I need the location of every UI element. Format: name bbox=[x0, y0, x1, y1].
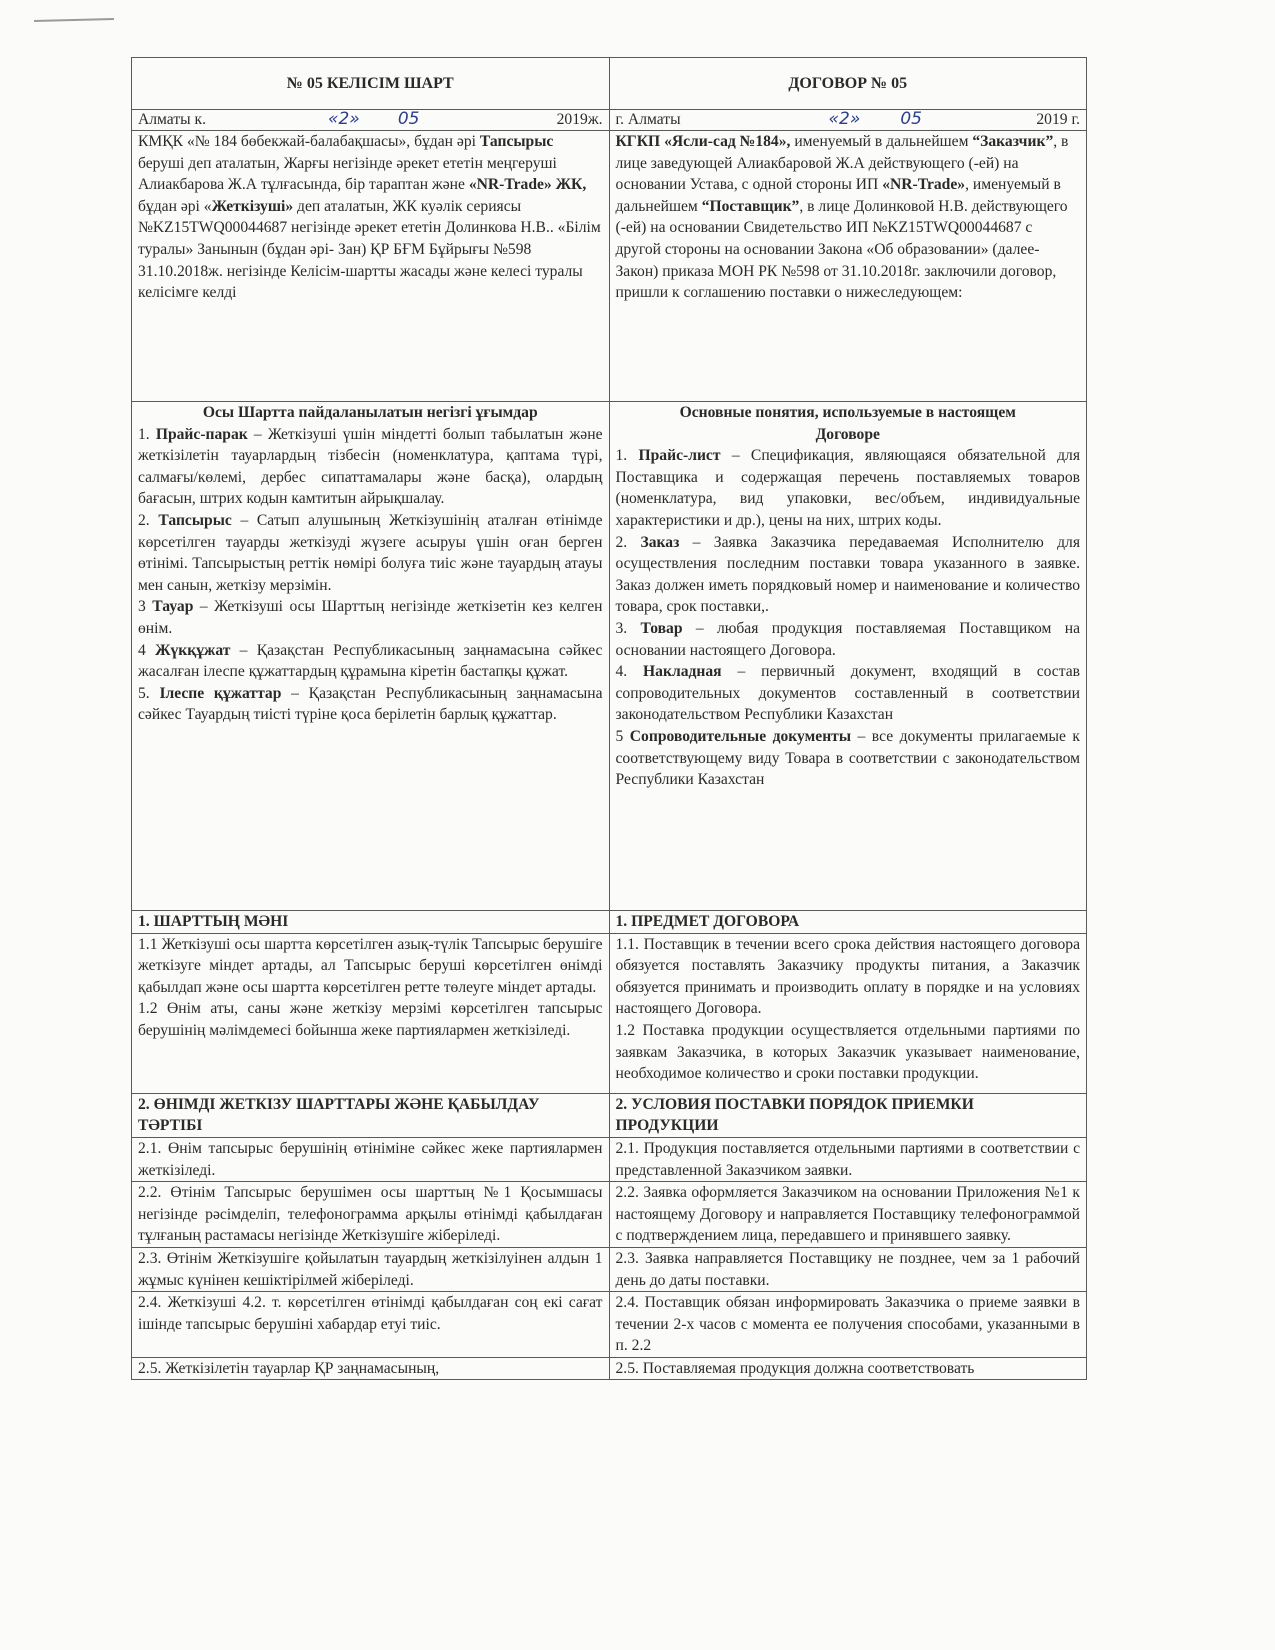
preamble-kz: КМҚК «№ 184 бөбекжай-балабақшасы», бұдан әрі Тапсырыс беруші деп аталатын, Жарғы негізінде әрекет ететін меңгеруші Алиакбарова Ж.А тұлғасында, бір тараптан және «NR-Trade» ЖК, бұдан әрі «Жеткізуші» деп аталатын, ЖК куәлік сериясы №KZ15TWQ00044687 негізінде әрекет ететін Долинкова Н.В.. «Білім туралы» Занынын (бұдан әрі- Зан) ҚР БҒМ Бұйрығы №598 31.10.2018ж. негізінде Келісім-шартты жасады және келесі туралы келісімге келді bbox=[132, 131, 610, 402]
definition-number: 4 bbox=[138, 641, 156, 659]
definition-text: – все документы прилагаемые к соответствующему виду Товара в соответствии с законодательством Республики Казахстан bbox=[615, 727, 1080, 789]
clause-2-1-kz: 2.1. Өнім тапсырыс берушінің өтініміне сәйкес жеке партиялармен жеткізіледі. bbox=[132, 1137, 610, 1181]
definition-term: Заказ bbox=[640, 533, 680, 551]
definition-item bbox=[616, 445, 1081, 531]
day-handwritten-kz: «2» bbox=[328, 109, 360, 129]
clause-2-4-ru: 2.4. Поставщик обязан информировать Заказчика о приеме заявки в течении 2-х часов с момента ее получения способами, указанными в п. 2.2 bbox=[609, 1292, 1087, 1358]
definition-term: Сопроводительные документы bbox=[629, 727, 852, 745]
definition-text: – любая продукция поставляемая Поставщиком на основании настоящего Договора. bbox=[615, 619, 1081, 659]
definition-term: Ілеспе құжаттар bbox=[159, 684, 282, 702]
city-kz: Алматы к. bbox=[138, 111, 206, 128]
clause-2-5-row bbox=[132, 1357, 1087, 1380]
city-date-ru bbox=[609, 110, 1087, 131]
section2-title-row bbox=[132, 1093, 1087, 1137]
day-handwritten-ru: «2» bbox=[828, 109, 861, 129]
definition-number: 4. bbox=[615, 663, 644, 681]
contract-table bbox=[131, 57, 1087, 1380]
year-kz: 2019ж. bbox=[556, 111, 603, 128]
definition-text: – Қазақстан Республикасының заңнамасына сәйкес Тауардың тиісті түріне қоса берілетін барлық құжаттар. bbox=[138, 684, 603, 724]
section1-title-ru: 1. ПРЕДМЕТ ДОГОВОРА bbox=[609, 911, 1087, 934]
clause-2-1-ru: 2.1. Продукция поставляется отдельными партиями в соответствии с представленной Заказчиком заявки. bbox=[609, 1137, 1087, 1181]
section1-body-ru bbox=[609, 933, 1087, 1093]
header-kz: № 05 КЕЛІСІМ ШАРТ bbox=[132, 58, 610, 110]
definition-number: 2. bbox=[615, 533, 641, 551]
preamble-row bbox=[132, 131, 1087, 402]
definition-item bbox=[138, 596, 603, 639]
definition-number: 1. bbox=[138, 425, 156, 443]
scan-mark bbox=[34, 18, 114, 22]
definition-text: – Жеткізуші үшін міндетті болып табылатын және жеткізілетін тауарлардың тізбесін (номенклатура, қаптама түрі, салмағы/көлемі, дербес сипаттамалары және басқа), олардың бағасын, штрих кодын камтитын айрықшалау. bbox=[138, 425, 603, 508]
definition-term: Прайс-лист bbox=[638, 447, 721, 465]
clause-1-2-ru: 1.2 Поставка продукции осуществляется отдельными партиями по заявкам Заказчика, в которых Заказчик указывает наименование, необходимое количество и сроки поставки продукции. bbox=[615, 1021, 1080, 1083]
clause-2-3-ru: 2.3. Заявка направляется Поставщику не позднее, чем за 1 рабочий день до даты поставки. bbox=[609, 1247, 1087, 1291]
month-handwritten-kz: 05 bbox=[397, 109, 420, 129]
definition-text: – Қазақстан Республикасының заңнамасына сәйкес жасалған ілеспе құжаттардың құрамына кіретін бастапқы құжат. bbox=[138, 641, 603, 681]
definition-term: Накладная bbox=[643, 663, 722, 681]
month-handwritten-ru: 05 bbox=[900, 109, 922, 129]
definition-text: – Жеткізуші осы Шарттың негізінде жеткізетін кез келген өнім. bbox=[138, 598, 603, 637]
definition-term: Тапсырыс bbox=[158, 511, 232, 529]
clause-2-4-row bbox=[132, 1292, 1087, 1358]
definition-text: – Спецификация, являющаяся обязательной для Поставщика и содержащая перечень поставляемых товаров (номенклатура, вид упаковки, вес/объем, индивидуальные характеристики и др.), цены на них, штрих коды. bbox=[615, 447, 1080, 529]
city-date-kz bbox=[132, 110, 610, 131]
definitions-title-kz: Осы Шартта пайдаланылатын негізгі ұғымдар bbox=[202, 404, 538, 421]
section1-title-kz: 1. ШАРТТЫҢ МӘНІ bbox=[132, 911, 610, 934]
definition-text: – Заявка Заказчика передаваемая Исполнителю для осуществления последним поставки товара указанного в заявке. Заказ должен иметь порядковый номер и наименование и количество товара, срок поставки,. bbox=[615, 533, 1080, 616]
clause-2-5-ru: 2.5. Поставляемая продукция должна соответствовать bbox=[609, 1357, 1087, 1380]
definition-item bbox=[138, 510, 603, 596]
clause-1-1-ru: 1.1. Поставщик в течении всего срока действия настоящего договора обязуется поставлять Заказчику продукты питания, а Заказчик обязуется принимать и производить оплату в порядке и на условиях настоящего Договора. bbox=[615, 935, 1080, 1018]
definitions-kz bbox=[132, 402, 610, 911]
section1-body-row bbox=[132, 933, 1087, 1093]
definition-number: 5 bbox=[615, 727, 630, 745]
definition-term: Товар bbox=[640, 619, 683, 637]
definition-term: Жүкқұжат bbox=[155, 641, 231, 659]
definitions-title-ru: Основные понятия, используемые в настоящем Договоре bbox=[679, 404, 1016, 443]
section2-title-ru: 2. УСЛОВИЯ ПОСТАВКИ ПОРЯДОК ПРИЕМКИ ПРОДУКЦИИ bbox=[609, 1093, 1087, 1137]
clause-2-1-row bbox=[132, 1137, 1087, 1181]
definition-number: 1. bbox=[615, 447, 639, 465]
definition-item bbox=[616, 618, 1081, 661]
clause-2-2-row bbox=[132, 1182, 1087, 1248]
clause-2-3-row bbox=[132, 1247, 1087, 1291]
definition-item bbox=[138, 683, 603, 726]
definition-text: – Сатып алушының Жеткізушінің аталған өтінімде көрсетілген тауарды жеткізуді жүзеге асыруы үшін оған берген өтінімі. Тапсырыстың реттік нөмірі болуға тиіс және тауардың атауы мен санын, жеткізу мерзімін. bbox=[138, 511, 603, 594]
definition-item bbox=[616, 726, 1081, 791]
clause-1-1-kz: 1.1 Жеткізуші осы шартта көрсетілген азық-түлік Тапсырыс берушіге жеткізуге міндет артады, ал Тапсырыс беруші көрсетілген өнімді қабылдап және осы шартта көрсетілген ретте төлеуге міндет артады. bbox=[138, 935, 603, 996]
header-ru: ДОГОВОР № 05 bbox=[609, 58, 1087, 110]
section1-title-row bbox=[132, 911, 1087, 934]
clause-2-4-kz: 2.4. Жеткізуші 4.2. т. көрсетілген өтінімді қабылдаған соң екі сағат ішінде тапсырыс берушіні хабардар етуі тиіс. bbox=[132, 1292, 610, 1358]
definition-term: Прайс-парак bbox=[155, 425, 248, 443]
section1-body-kz bbox=[132, 933, 610, 1093]
clause-2-2-ru: 2.2. Заявка оформляется Заказчиком на основании Приложения №1 к настоящему Договору и направляется Поставщику телефонограммой с подтверждением лица, передавшего и принявшего заявку. bbox=[609, 1182, 1087, 1248]
definition-item bbox=[138, 640, 603, 683]
definitions-list-kz bbox=[138, 424, 603, 726]
clause-1-2-kz: 1.2 Өнім аты, саны және жеткізу мерзімі көрсетілген тапсырыс берушінің мәлімдемесі бойынша жеке партиялармен жеткізіледі. bbox=[138, 1000, 603, 1039]
clause-2-2-kz: 2.2. Өтінім Тапсырыс берушімен осы шарттың №1 Қосымшасы негізінде рәсімделіп, телефонограмма арқылы өтінімді қабылдаған тұлғаның растамасы негізінде Жеткізушіге жіберіледі. bbox=[132, 1182, 610, 1248]
definition-number: 2. bbox=[138, 511, 159, 529]
year-ru: 2019 г. bbox=[1036, 111, 1080, 128]
section2-title-kz: 2. ӨНІМДІ ЖЕТКІЗУ ШАРТТАРЫ ЖӘНЕ ҚАБЫЛДАУ ТӘРТІБІ bbox=[132, 1093, 610, 1137]
definition-item bbox=[616, 532, 1081, 618]
clause-2-3-kz: 2.3. Өтінім Жеткізушіге қойылатын тауардың жеткізілуінен алдын 1 жұмыс күнінен кешіктірілмей жіберіледі. bbox=[132, 1247, 610, 1291]
definition-number: 5. bbox=[138, 684, 160, 702]
definition-item bbox=[138, 424, 603, 510]
city-date-row bbox=[132, 110, 1087, 131]
city-ru: г. Алматы bbox=[615, 111, 681, 128]
clause-2-5-kz: 2.5. Жеткізілетін тауарлар ҚР заңнамасының, bbox=[132, 1357, 610, 1380]
definitions-ru bbox=[609, 402, 1087, 911]
definitions-row bbox=[132, 402, 1087, 911]
definitions-list-ru bbox=[616, 445, 1081, 791]
definition-item bbox=[616, 661, 1081, 726]
header-row bbox=[132, 58, 1087, 110]
definition-number: 3 bbox=[138, 598, 153, 616]
definition-term: Тауар bbox=[152, 598, 194, 616]
preamble-ru: КГКП «Ясли-сад №184», именуемый в дальнейшем “Заказчик”, в лице заведующей Алиакбаровой Ж.А действующего (-ей) на основании Устава, с одной стороны ИП «NR-Trade», именуемый в дальнейшем “Поставщик”, в лице Долинковой Н.В. действующего (-ей) на основании Свидетельство ИП №KZ15TWQ00044687 с другой стороны на основании Закона «Об образовании» (далее-Закон) приказа МОН РК №598 от 31.10.2018г. заключили договор, пришли к соглашению поставки о нижеследующем: bbox=[609, 131, 1087, 402]
definition-text: – первичный документ, входящий в состав сопроводительных документов составленный в соответствии законодательством Республики Казахстан bbox=[615, 663, 1081, 724]
definition-number: 3. bbox=[615, 619, 641, 637]
